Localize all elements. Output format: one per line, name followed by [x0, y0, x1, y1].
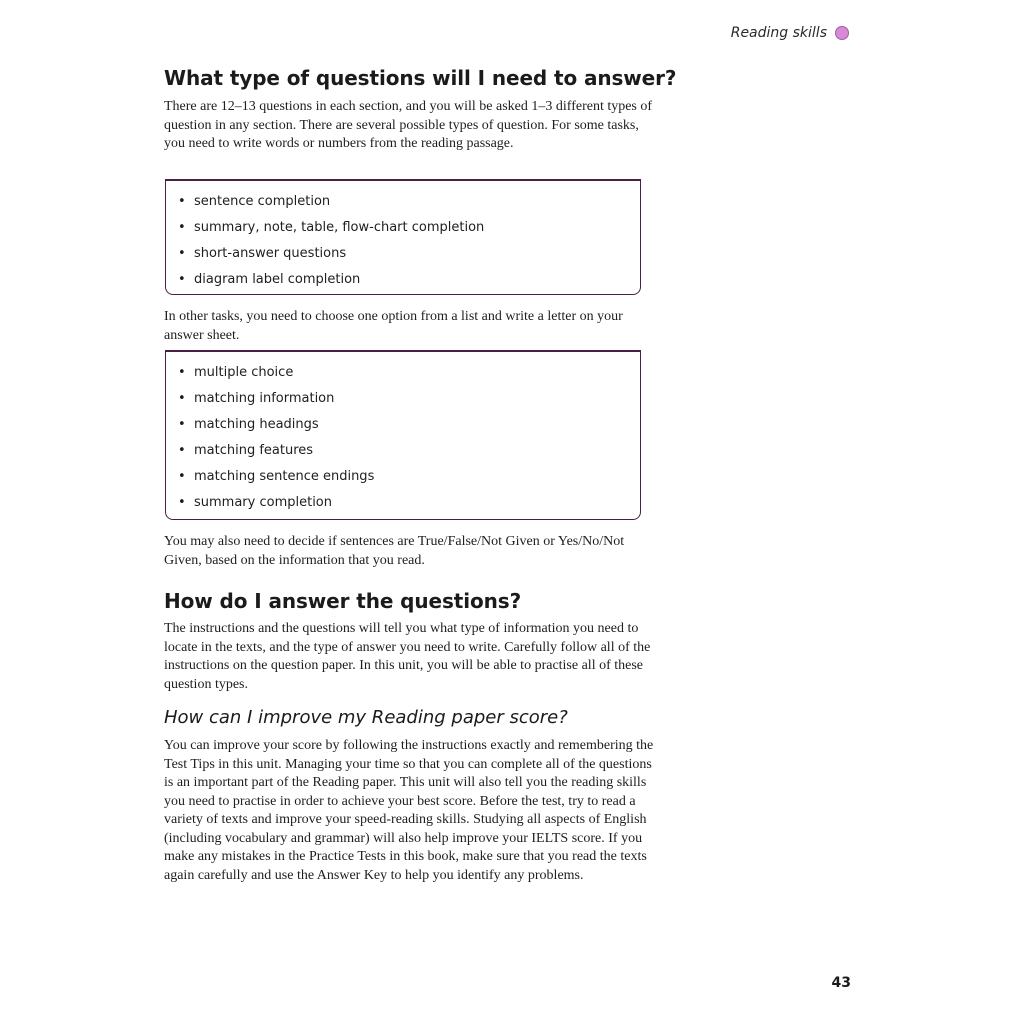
- improve-score-body: You can improve your score by following the instructions exactly and remembering the Test Tips in this unit. Managing your time so that you can complete all of the questions is an important part of the Reading paper. This unit will also tell you the reading skills you need to practise in order to achieve your best score. Before the test, try to read a variety of texts and improve your speed-reading skills. Studying all aspects of English (including vocabulary and grammar) will also help improve your IELTS score. If you make any mistakes in the Practice Tests in this book, make sure that you read the texts again carefully and use the Answer Key to help you identify any problems.: [164, 738, 654, 883]
- choose-option-intro: In other tasks, you need to choose one option from a list and write a letter on your answer sheet.: [164, 309, 623, 343]
- choose-answer-types-box: [165, 350, 641, 520]
- how-to-answer-body: The instructions and the questions will tell you what type of information you need to locate in the texts, and the type of answer you need to write. Carefully follow all of the instructions on the question paper. In this unit, you will be able to practise all of these question types.: [164, 621, 651, 692]
- choose-answer-types-list: [178, 360, 630, 516]
- list-item: • sentence completion: [178, 189, 630, 215]
- list-item: • summary completion: [178, 490, 630, 516]
- bullet-icon: •: [178, 220, 186, 235]
- bullet-icon: •: [178, 246, 186, 261]
- improve-score-heading: How can I improve my Reading paper score?: [164, 707, 568, 728]
- running-head: [731, 25, 849, 41]
- list-item: • summary, note, table, flow-chart completion: [178, 215, 630, 241]
- list-item: • multiple choice: [178, 360, 630, 386]
- list-item: • matching features: [178, 438, 630, 464]
- section-dot-icon: [835, 26, 849, 40]
- true-false-note: You may also need to decide if sentences are True/False/Not Given or Yes/No/Not Given, based on the information that you read.: [164, 534, 625, 568]
- question-types-intro: There are 12–13 questions in each section, and you will be asked 1–3 different types of question in any section. There are several possible types of question. For some tasks, you need to write words or numbers from the reading passage.: [164, 99, 653, 151]
- write-answer-types-box: [165, 179, 641, 295]
- bullet-icon: •: [178, 469, 186, 484]
- bullet-icon: •: [178, 417, 186, 432]
- list-item: • matching sentence endings: [178, 464, 630, 490]
- bullet-icon: •: [178, 272, 186, 287]
- bullet-icon: •: [178, 194, 186, 209]
- list-item: • matching headings: [178, 412, 630, 438]
- bullet-icon: •: [178, 495, 186, 510]
- bullet-icon: •: [178, 391, 186, 406]
- question-types-heading: What type of questions will I need to answer?: [164, 66, 677, 90]
- list-item: • diagram label completion: [178, 267, 630, 293]
- bullet-icon: •: [178, 365, 186, 380]
- write-answer-types-list: [178, 189, 630, 293]
- bullet-icon: •: [178, 443, 186, 458]
- how-to-answer-heading: How do I answer the questions?: [164, 589, 522, 613]
- list-item: • matching information: [178, 386, 630, 412]
- list-item: • short-answer questions: [178, 241, 630, 267]
- page-number: 43: [831, 975, 851, 991]
- running-head-label: Reading skills: [730, 25, 827, 41]
